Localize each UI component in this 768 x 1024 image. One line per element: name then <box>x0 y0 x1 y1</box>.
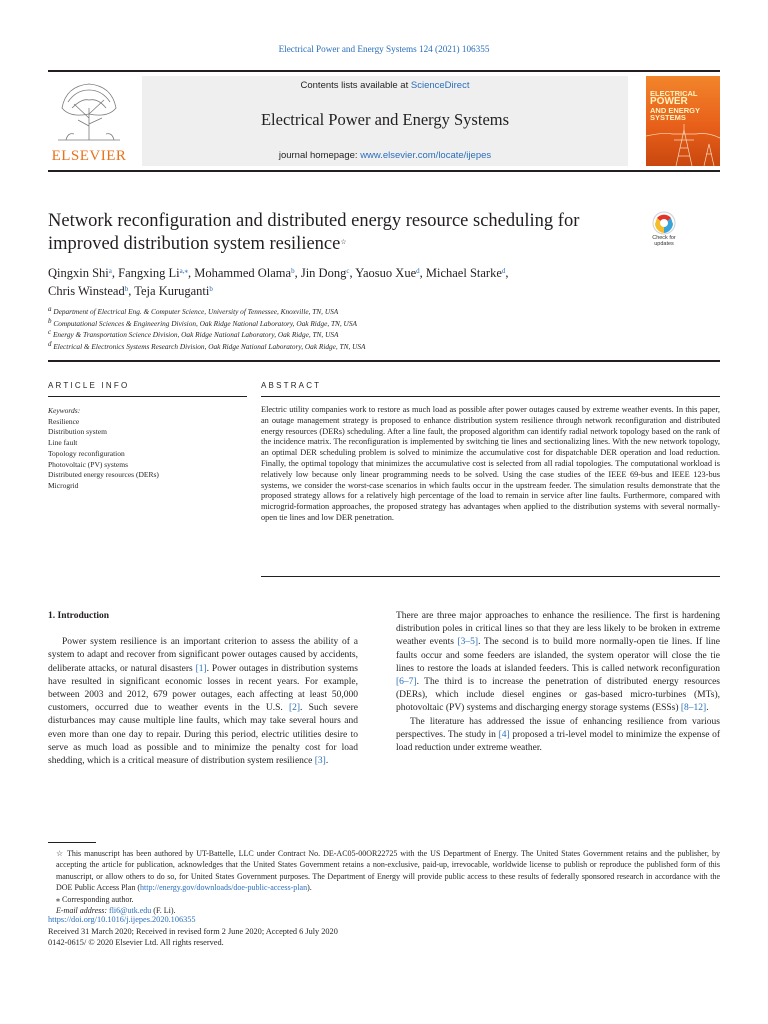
author: Chris Winstead <box>48 284 125 298</box>
crossmark-icon <box>644 210 684 236</box>
author-affiliation-link[interactable]: d <box>416 267 420 275</box>
affiliation: $^c$ Energy & Transportation Science Division, Oak Ridge National Laboratory, Oak Ridge, TN, USA <box>48 328 339 339</box>
corresponding-author-note: ⁎ Corresponding author. <box>56 894 134 904</box>
reference-link[interactable]: [3–5] <box>457 637 479 648</box>
title-footnote-mark[interactable]: ☆ <box>340 238 347 246</box>
power-tower-icon <box>646 76 720 166</box>
reference-link[interactable]: [3] <box>314 756 326 767</box>
check-for-updates-badge[interactable] <box>644 210 684 252</box>
author: Teja Kuruganti <box>134 284 210 298</box>
keyword: Resilience <box>48 416 80 426</box>
author: Qingxin Shi <box>48 266 109 280</box>
doe-access-plan-link[interactable]: http://energy.gov/downloads/doe-public-access-plan <box>140 883 308 893</box>
keyword-list <box>48 406 248 492</box>
author-affiliation-link[interactable]: b <box>209 285 213 293</box>
header-rule-bottom <box>48 170 720 172</box>
email-link[interactable]: fli6@utk.edu <box>109 906 152 916</box>
keywords-label: Keywords: <box>48 406 81 415</box>
article-info-rule <box>48 396 247 397</box>
keyword: Distributed energy resources (DERs) <box>48 470 159 480</box>
reference-link[interactable]: [4] <box>498 729 510 740</box>
homepage-line <box>142 150 628 161</box>
email-label: E-mail address: <box>56 906 108 916</box>
keyword: Line fault <box>48 438 78 448</box>
article-info-heading: ARTICLE INFO <box>48 381 130 390</box>
body-paragraph: There are three major approaches to enhance the resilience. The first is hardening distribution poles in critical lines so that they are less likely to be broken in extreme weather events [3–5]. The second is to build more normally-open tie lines. If line faults occur and some feeders are islanded, the system operator will close the tie lines to restore the loads at islanded feeders. This is called network reconfiguration [6–7]. The third is to increase the penetration of distributed energy resources (DERs), which include diesel engines or gas-based micro-turbines (MTs), photovoltaic (PV) systems and discharging energy storage systems (ESSs) [8–12]. <box>396 611 720 714</box>
introduction-heading: 1. Introduction <box>48 611 110 621</box>
author-affiliation-link[interactable]: b <box>291 267 295 275</box>
doi-link[interactable]: https://doi.org/10.1016/j.ijepes.2020.106355 <box>48 915 196 924</box>
received-dates: Received 31 March 2020; Received in revised form 2 June 2020; Accepted 6 July 2020 <box>48 926 338 936</box>
body-paragraph: The literature has addressed the issue of enhancing resilience from various perspectives. The study in [4] proposed a tri-level model to minimize the expense of load reduction under extreme weather. <box>396 716 720 754</box>
author-list: Qingxin Shi$^a$, Fangxing $Li^{a,⁎}$, Mohammed Olama$^b$, Jin Dong$^c$, Yaosuo Xue$^d$, Michael Starke$^d$, Chris Winstead$^b$, Teja Kuruganti$^b$ <box>48 266 509 298</box>
affiliation: $^a$ Department of Electrical Eng. & Computer Science, University of Tennessee, Knoxville, TN, USA <box>48 305 339 316</box>
affiliation-list <box>48 306 668 352</box>
sciencedirect-link[interactable]: ScienceDirect <box>410 80 470 91</box>
keyword: Photovoltaic (PV) systems <box>48 459 128 469</box>
author-affiliation-link[interactable]: b <box>124 285 129 293</box>
affiliation: $^d$ Electrical & Electronics Systems Research Division, Oak Ridge National Laboratory, Oak Ridge, TN, USA <box>48 339 366 351</box>
elsevier-wordmark: ELSEVIER <box>51 148 127 164</box>
author-affiliation-link[interactable]: a <box>108 267 112 275</box>
copyright-line: 0142-0615/ © 2020 Elsevier Ltd. All rights reserved. <box>48 938 224 947</box>
reference-link[interactable]: [2] <box>288 703 301 714</box>
homepage-prefix: journal homepage: <box>278 150 361 161</box>
author: Jin Dong <box>300 266 347 280</box>
keyword: Topology reconfiguration <box>48 448 125 458</box>
funding-footnote: ☆ This manuscript has been authored by UT-Battelle, LLC under Contract No. DE-AC05-00OR22725 with the US Department of Energy. The United States Government retains and the publisher, by accepting the article for publication, acknowledges that the United States Government retains a non-exclusive, paid-up, irrevocable, worldwide license to publish or reproduce the published form of this manuscript, or allow others to do so, for United States Government purposes. The Department of Energy will provide public access to these results of federally sponsored research in accordance with the DOE Public Access Plan (http://energy.gov/downloads/doe-public-access-plan). <box>56 849 721 893</box>
abstract-text: Electric utility companies work to restore as much load as possible after power outages caused by extreme weather events. In this paper, an outage management strategy is proposed to enhance distribution system resilience through network reconfiguration and distributed energy resources (DERs) scheduling. After a line fault, the proposed algorithm can identify radial network topology based on the rank of the incidence matrix. The reconfiguration is implemented by switching tie lines and sectionalizing lines. With the new network topology, an optimal DER scheduling problem is solved to minimize the accumulative cost for dispatchable DER operation and load reduction. Finally, the optimal topology that minimizes the accumulative cost is selected from all radial topologies. The computational workload is relatively low because only linear programming needs to be solved. Using the case studies of the IEEE 69-bus and IEEE 123-bus systems, we consider the worst-case scenarios in which faults occur in the upstream feeder. The simulation results demonstrate that the proposed strategy allows for a relatively high percentage of the load to remain in service after line faults. Furthermore, compared with microgrid-formation approaches, the proposed strategy has advantages when applied to the distribution systems with several normally-open tie lines and low DER penetration. <box>261 405 720 522</box>
footnote-rule <box>48 842 96 843</box>
crossmark-label: Check for updates <box>652 235 676 247</box>
body-paragraph: Power system resilience is an important criterion to assess the ability of a system to adapt and recover from significant power outages caused by accidents, deliberate attacks, or natural disasters [1]. Power outages in distribution systems have resulted in significant economic losses in recent years. For example, between 2003 and 2012, 679 power outages, each affecting at least 50,000 customers, occurred due to weather events in the U.S. [2]. Such severe disturbances may cause multiple line faults, which may take several hours and even more than one day to repair. During this period, electric utilities desire to serve as much load as possible and to minimize the penalty cost for load shedding, which is a critical measure of distribution system resilience [3]. <box>48 637 358 767</box>
author: Michael Starke <box>425 266 502 280</box>
author-affiliation-link[interactable]: d <box>501 267 506 275</box>
journal-homepage-link[interactable]: www.elsevier.com/locate/ijepes <box>360 150 492 161</box>
abstract-bottom-rule <box>261 576 720 577</box>
author: Fangxing Li <box>118 266 180 280</box>
article-meta <box>48 914 720 949</box>
journal-banner <box>142 76 628 166</box>
elsevier-logo[interactable] <box>48 78 130 166</box>
abstract-heading: ABSTRACT <box>261 381 322 390</box>
article-title <box>48 210 628 256</box>
journal-cover-thumbnail[interactable] <box>646 76 720 166</box>
keyword: Microgrid <box>48 480 79 490</box>
contents-line <box>142 80 628 91</box>
abstract-rule <box>261 396 720 397</box>
article-title-text: Network reconfiguration and distributed energy resource scheduling for improved distribution system resilience <box>48 211 580 254</box>
body-column-left <box>48 610 358 768</box>
reference-link[interactable]: [6–7] <box>396 677 417 688</box>
journal-title: Electrical Power and Energy Systems <box>260 110 510 129</box>
email-note: E-mail address: fli6@utk.edu (F. Li). <box>56 906 176 916</box>
header-rule-top <box>48 70 720 72</box>
reference-link[interactable]: [1] <box>195 663 207 674</box>
body-column-right <box>396 610 720 755</box>
contents-prefix: Contents lists available at <box>300 80 411 91</box>
journal-header <box>48 70 720 172</box>
affiliation: $^b$ Computational Sciences & Engineering Division, Oak Ridge National Laboratory, Oak Ridge, TN, USA <box>48 316 357 328</box>
elsevier-tree-icon <box>52 78 126 142</box>
author-affiliation-link[interactable]: c <box>346 267 350 275</box>
author-affiliation-link[interactable]: a,⁎ <box>179 267 188 275</box>
reference-link[interactable]: [8–12] <box>680 703 707 714</box>
journal-citation[interactable]: Electrical Power and Energy Systems 124 (2021) 106355 <box>278 44 490 54</box>
section-divider <box>48 360 720 362</box>
author: Mohammed Olama <box>194 266 292 280</box>
author: Yaosuo Xue <box>355 266 417 280</box>
footnotes <box>48 848 720 916</box>
keyword: Distribution system <box>48 427 107 437</box>
cover-title: ELECTRICAL POWER AND ENERGY SYSTEMS <box>650 89 701 122</box>
